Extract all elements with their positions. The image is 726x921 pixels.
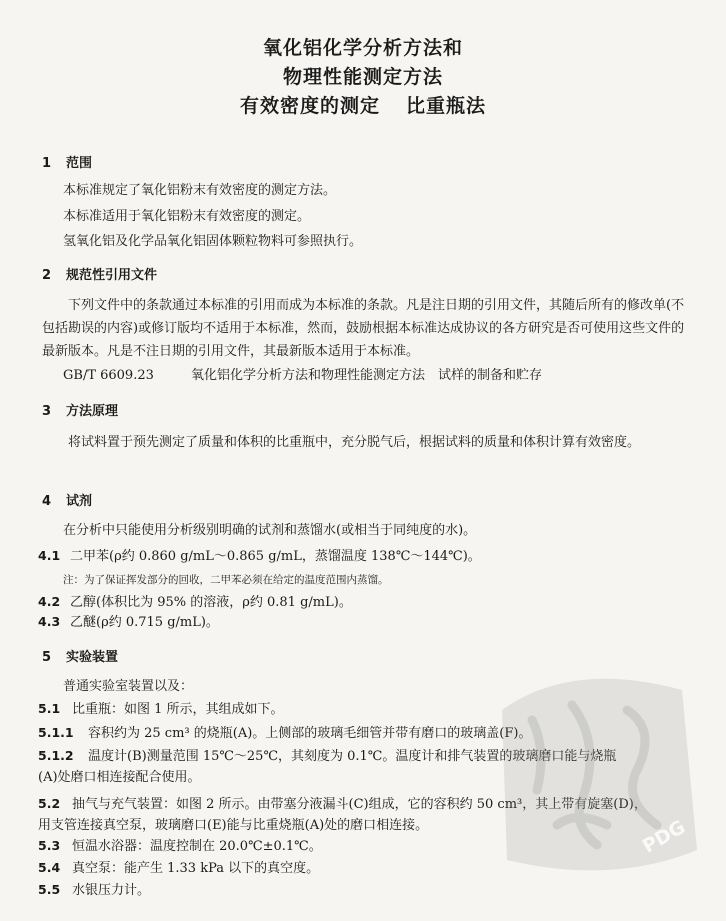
pdg-watermark [462,650,712,880]
section-2-heading: 2 规范性引用文件 [42,268,158,283]
section-1-p3: 氢氧化铝及化学品氧化铝固体颗粒物料可参照执行。 [63,234,363,249]
title-line-2: 物理性能测定方法 [282,66,443,88]
section-4-heading: 4 试剂 [42,494,93,509]
clause-5-1-1: 5.1.1 容积约为 25 cm³ 的烧瓶(A)。上侧部的玻璃毛细管并带有磨口的玻璃盖(F)。 [38,725,532,741]
section-4-intro: 在分析中只能使用分析级别明确的试剂和蒸馏水(或相当于同纯度的水)。 [63,523,477,538]
clause-5-1-2: 5.1.2 温度计(B)测量范围 15℃～25℃，其刻度为 0.1℃。温度计和排气装置的玻璃磨口能与烧瓶 [38,748,617,764]
section-1-p1: 本标准规定了氧化铝粉末有效密度的测定方法。 [63,183,337,198]
watermark-text: PDG [638,815,690,858]
reagent-4-2: 4.2 乙醇(体积比为 95% 的溶液，ρ约 0.81 g/mL)。 [38,594,352,610]
clause-5-4: 5.4 真空泵：能产生 1.33 kPa 以下的真空度。 [38,860,320,876]
section-2-paragraph: 下列文件中的条款通过本标准的引用而成为本标准的条款。凡是注日期的引用文件，其随后所有的修改单(不包括勘误的内容)或修订版均不适用于本标准，然而，鼓励根据本标准达成协议的各方研究是否可使用这些文件的最新版本。凡是不注日期的引用文件，其最新版本适用于本标准。 [42,298,685,359]
clause-5-3: 5.3 恒温水浴器：温度控制在 20.0℃±0.1℃。 [38,838,322,854]
title-line-3-part-b: 比重瓶法 [406,95,487,117]
clause-5-2: 5.2 抽气与充气装置：如图 2 所示。由带塞分液漏斗(C)组成，它的容积约 50 cm³，其上带有旋塞(D)， [38,796,647,812]
section-4-note: 注：为了保证挥发部分的回收，二甲苯必须在给定的温度范围内蒸馏。 [63,574,389,586]
clause-5-1: 5.1 比重瓶：如图 1 所示，其组成如下。 [38,701,284,717]
section-2-reference: GB/T 6609.23 氧化铝化学分析方法和物理性能测定方法 试样的制备和贮存 [63,368,543,383]
title-line-3 [0,91,726,118]
reagent-4-1: 4.1 二甲苯(ρ约 0.860 g/mL～0.865 g/mL，蒸馏温度 138℃～144℃)。 [38,548,481,564]
section-1-heading: 1 范围 [42,156,93,171]
section-5-heading: 5 实验装置 [42,650,119,665]
reagent-4-3: 4.3 乙醚(ρ约 0.715 g/mL)。 [38,614,219,630]
clause-5-5: 5.5 水银压力计。 [38,882,151,898]
section-3-heading: 3 方法原理 [42,404,119,419]
section-5-intro: 普通实验室装置以及： [63,679,194,694]
section-3-paragraph: 将试料置于预先测定了质量和体积的比重瓶中，充分脱气后，根据试料的质量和体积计算有效密度。 [68,435,641,450]
section-1-p2: 本标准适用于氧化铝粉末有效密度的测定。 [63,209,311,224]
clause-5-2-cont: 用支管连接真空泵，玻璃磨口(E)能与比重烧瓶(A)处的磨口相连接。 [38,818,429,833]
title-line-3-part-a: 有效密度的测定 [239,95,380,117]
title-line-1: 氧化铝化学分析方法和 [262,37,463,59]
clause-5-1-2-cont: (A)处磨口相连接配合使用。 [38,770,201,785]
